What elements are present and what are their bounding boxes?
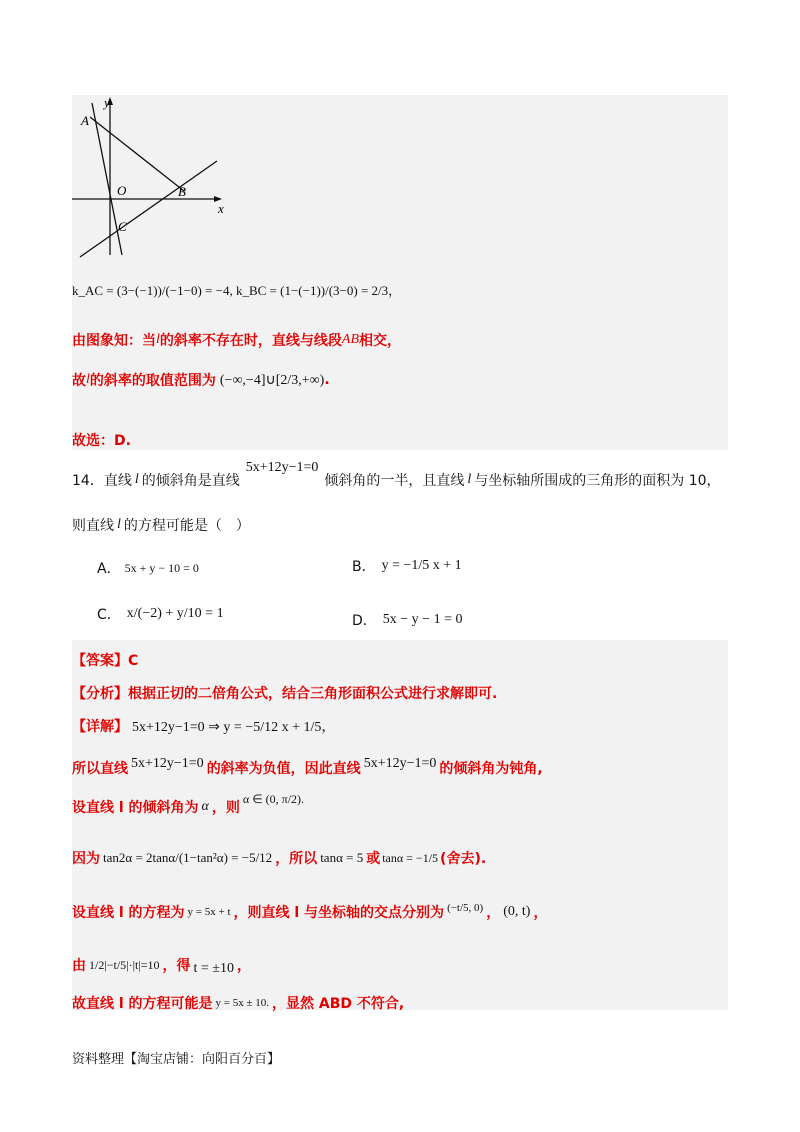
text-segment: 因为 xyxy=(72,851,100,867)
var-l: l xyxy=(134,472,139,487)
option-value: 5x + y − 10 = 0 xyxy=(124,560,199,575)
equation: 5x+12y−1=0 xyxy=(131,756,204,771)
detail-label: 【详解】 xyxy=(72,719,128,735)
option-label: B． xyxy=(352,559,376,575)
var-alpha: α xyxy=(201,799,209,814)
option-label: D． xyxy=(352,613,377,629)
detail-line-1 xyxy=(72,758,543,778)
footer xyxy=(72,1048,280,1067)
label-O: O xyxy=(117,183,127,198)
previous-answer xyxy=(72,430,131,450)
text-segment: 由 xyxy=(72,958,86,974)
text-segment: ，则直线 l 与坐标轴的交点分别为 xyxy=(233,905,445,921)
text-segment: 故 xyxy=(72,373,86,389)
text-segment: 的斜率的取值范围为 xyxy=(89,373,216,389)
text-segment: 与坐标轴所围成的三角形的面积为 10， xyxy=(474,473,721,489)
text-segment: 的斜率不存在时，直线与线段 xyxy=(159,333,342,349)
var-l: l xyxy=(156,332,160,347)
equation: 5x+12y−1=0 xyxy=(363,756,437,771)
slope-range-line xyxy=(72,370,330,390)
equation: 5x+12y−1=0 xyxy=(245,460,319,475)
text-segment: 相交， xyxy=(359,333,401,349)
coordinate-graph xyxy=(72,95,252,270)
slopes-formula: k_AC = (3−(−1))/(−1−0) = −4, k_BC = (1−(−1))/(3−0) = 2/3， xyxy=(72,283,402,298)
answer-line xyxy=(72,650,138,670)
text-segment: ，则 xyxy=(211,800,240,816)
text-segment: 的倾斜角为钝角, xyxy=(439,761,543,777)
intercept-y: (0, t) xyxy=(503,904,531,919)
tan-value: tanα = 5 xyxy=(320,850,364,865)
detail-equation: 5x+12y−1=0 ⇒ y = −5/12 x + 1/5， xyxy=(132,720,336,735)
option-B[interactable] xyxy=(352,556,462,576)
label-A: A xyxy=(81,113,89,128)
detail-line-5 xyxy=(72,955,251,975)
var-l: l xyxy=(117,517,121,532)
text-segment: (舍去). xyxy=(440,851,487,867)
text-segment: . xyxy=(324,372,330,388)
option-label: C． xyxy=(97,607,121,623)
var-AB: AB xyxy=(341,332,359,347)
text-segment: 故直线 l 的方程可能是 xyxy=(72,996,213,1012)
option-C[interactable] xyxy=(97,604,224,624)
var-l: l xyxy=(86,372,90,387)
detail-line xyxy=(72,716,335,736)
text-segment: 倾斜角的一半，且直线 xyxy=(324,473,465,489)
tan2alpha-equation: tan2α = 2tanα/(1−tan²α) = −5/12 xyxy=(103,850,273,865)
final-equation: y = 5x ± 10. xyxy=(215,997,270,1009)
graph-conclusion-line xyxy=(72,330,401,350)
text-segment: 设直线 l 的倾斜角为 xyxy=(72,800,199,816)
slope-range: (−∞,−4]∪[2/3,+∞) xyxy=(219,372,325,388)
label-y: y xyxy=(104,95,110,110)
intercept-x: (−t/5, 0) xyxy=(447,902,484,914)
area-equation: 1/2|−t/5|·|t|=10 xyxy=(89,957,160,972)
detail-line-4 xyxy=(72,902,547,922)
slopes-line xyxy=(72,280,401,299)
var-l: l xyxy=(467,472,472,487)
option-label: A． xyxy=(97,561,121,577)
tan-value-rejected: tanα = −1/5 xyxy=(382,850,439,865)
answer-text: 故选：D. xyxy=(72,433,131,449)
text-segment: ， xyxy=(236,958,251,974)
text-segment: ，所以 xyxy=(275,851,318,867)
text-segment: 或 xyxy=(366,851,381,867)
label-C: C xyxy=(118,219,127,234)
alpha-range: α ∈ (0, π/2). xyxy=(242,791,305,806)
line-equation: y = 5x + t xyxy=(187,906,231,918)
label-B: B xyxy=(178,184,186,199)
text-segment: 则直线 xyxy=(72,518,114,534)
t-value: t = ±10 xyxy=(193,961,234,976)
text-segment: 由图象知：当 xyxy=(72,333,156,349)
text-segment: 设直线 l 的方程为 xyxy=(72,905,185,921)
detail-line-6 xyxy=(72,993,404,1013)
text-segment: 所以直线 xyxy=(72,761,128,777)
label-x: x xyxy=(218,201,224,216)
question-14-line1 xyxy=(72,460,721,490)
question-14-line2 xyxy=(72,515,250,535)
analysis-text: 【分析】根据正切的二倍角公式，结合三角形面积公式进行求解即可. xyxy=(72,686,498,702)
analysis-line xyxy=(72,683,497,703)
option-A[interactable] xyxy=(97,558,199,578)
answer-label: 【答案】C xyxy=(72,653,139,669)
option-value: 5x − y − 1 = 0 xyxy=(382,612,463,627)
text-segment: 的斜率为负值，因此直线 xyxy=(206,761,361,777)
text-segment: ， xyxy=(533,905,548,921)
text-segment: ，得 xyxy=(162,958,191,974)
question-number: 14．直线 xyxy=(72,473,132,489)
option-D[interactable] xyxy=(352,610,462,630)
option-value: y = −1/5 x + 1 xyxy=(381,558,462,573)
footer-text: 资料整理【淘宝店铺：向阳百分百】 xyxy=(72,1052,281,1067)
text-segment: 的方程可能是（ ） xyxy=(123,518,250,534)
text-segment: ，显然 ABD 不符合, xyxy=(272,996,405,1012)
text-segment: 的倾斜角是直线 xyxy=(141,473,240,489)
detail-line-2 xyxy=(72,791,305,817)
option-value: x/(−2) + y/10 = 1 xyxy=(126,606,224,621)
detail-line-3 xyxy=(72,848,486,868)
text-segment: ， xyxy=(486,905,501,921)
